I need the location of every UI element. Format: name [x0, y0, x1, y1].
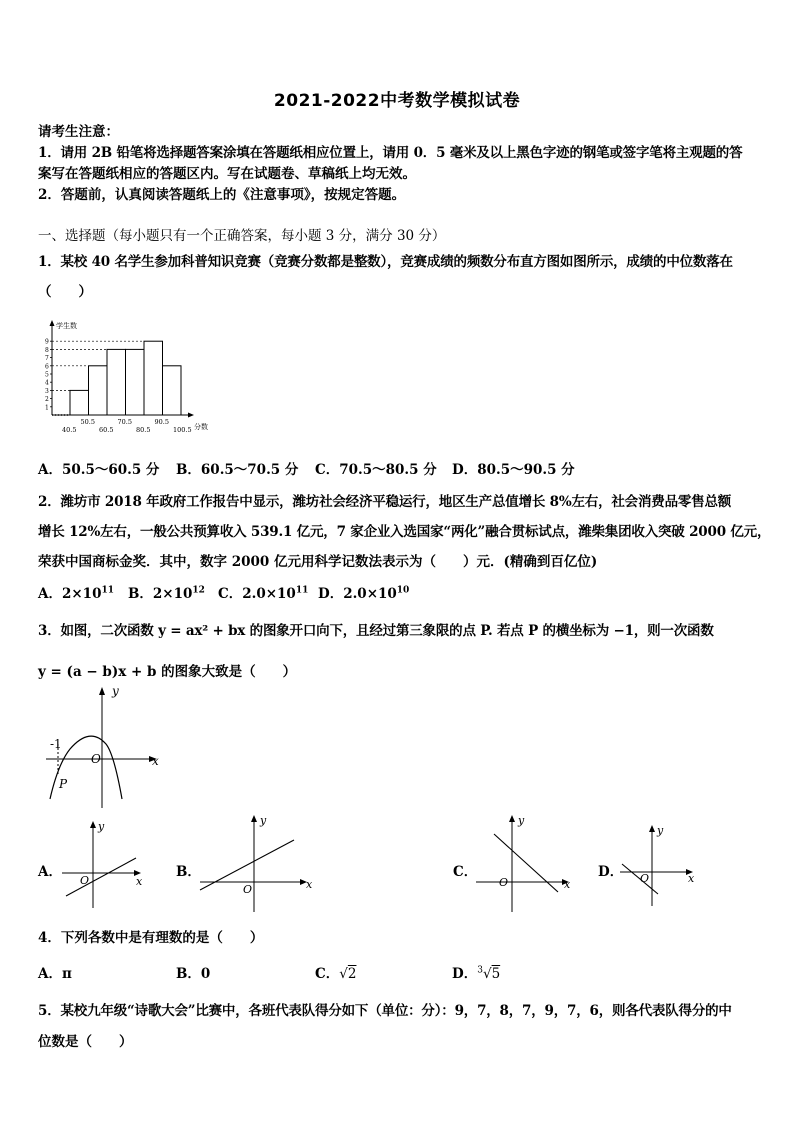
histogram-bar: [107, 349, 126, 415]
origin-label: O: [243, 883, 253, 896]
q1-option-a: A．50.5～60.5 分: [38, 462, 160, 478]
q3-option-c-label: C．: [453, 864, 478, 880]
y-tick-label: 5: [45, 371, 49, 379]
q1-option-b: B．60.5～70.5 分: [176, 462, 299, 478]
q1-paren: （ ）: [38, 284, 92, 300]
y-axis-label: 学生数: [56, 322, 77, 330]
notice-line-1a: 1．请用 2B 铅笔将选择题答案涂填在答题纸相应位置上，请用 0．5 毫米及以上黑色字迹的钢笔或签字笔将主观题的答: [38, 145, 743, 161]
x-axis-label: x: [152, 754, 159, 768]
x-axis-label: 分数: [194, 423, 208, 431]
histogram-bar: [144, 341, 163, 415]
y-label: y: [260, 814, 267, 827]
q4-option-c: C．√2: [315, 966, 357, 982]
q2-option-c: C．$2.0\times 10^{11}$: [218, 585, 309, 602]
histogram-bar: [126, 349, 145, 415]
notice-line-2: 2．答题前，认真阅读答题纸上的《注意事项》，按规定答题。: [38, 187, 406, 203]
q2-line-2: 增长 12%左右，一般公共预算收入 539.1 亿元，7 家企业入选国家“两化”融合贯标试点，潍柴集团收入突破 2000 亿元，: [38, 524, 771, 540]
y-label: y: [98, 820, 105, 833]
x-tick-label: 50.5: [80, 418, 95, 426]
q3-option-b-graph: [198, 812, 318, 912]
q3-line-1: 3．如图，二次函数 y = ax² + bx 的图象开口向下，且经过第三象限的点 P. 若点 P 的横坐标为 −1，则一次函数: [38, 623, 714, 639]
q4-option-a: A．π: [38, 966, 72, 982]
q3-option-a-graph: [60, 818, 150, 910]
histogram-bar: [70, 390, 89, 415]
q2-option-a: A．$2\times 10^{11}$: [38, 585, 114, 602]
q1-histogram: [40, 318, 210, 438]
q3-option-b-label: B．: [176, 864, 201, 880]
q3-option-c-graph: [474, 812, 584, 912]
y-tick-label: 7: [45, 355, 49, 363]
q5-line-2: 位数是（ ）: [38, 1034, 133, 1050]
y-axis-label: y: [112, 684, 119, 698]
arrow-icon: [90, 821, 96, 828]
y-label: y: [657, 824, 664, 837]
q4-text: 4．下列各数中是有理数的是（ ）: [38, 930, 264, 946]
y-tick-label: 1: [45, 404, 49, 412]
notice-line-1b: 案写在答题纸相应的答题区内。写在试题卷、草稿纸上均无效。: [38, 166, 416, 182]
y-axis-arrow: [99, 687, 105, 695]
y-tick-label: 2: [45, 396, 49, 404]
q1-option-d: D．80.5～90.5 分: [452, 462, 575, 478]
y-tick-label: 3: [45, 387, 49, 395]
q3-parabola-figure: [40, 684, 170, 810]
histogram-bar: [163, 366, 182, 415]
q2-option-b: B．$2\times 10^{12}$: [128, 585, 205, 602]
y-label: y: [518, 814, 525, 827]
histogram-bar: [89, 366, 108, 415]
q1-option-c: C．70.5～80.5 分: [315, 462, 437, 478]
origin-label: O: [80, 874, 90, 887]
x-tick-label: 60.5: [99, 426, 114, 434]
x-label: x: [688, 872, 695, 885]
origin-label: O: [640, 872, 650, 885]
page-title: 2021-2022中考数学模拟试卷: [273, 91, 521, 111]
q2-line-3: 荣获中国商标金奖．其中，数字 2000 亿元用科学记数法表示为（ ）元．(精确到百亿位): [38, 554, 598, 570]
x-tick-label: 80.5: [136, 426, 151, 434]
x-tick-label: 70.5: [117, 418, 132, 426]
q4-option-d: D．$^3$√5: [452, 965, 501, 982]
q3-option-d-label: D．: [598, 864, 624, 880]
origin-label: O: [499, 876, 509, 889]
arrow-icon: [509, 815, 515, 822]
x-tick-label: 90.5: [154, 418, 169, 426]
q3-option-d-graph: [618, 822, 708, 906]
y-axis-arrow-icon: [50, 320, 55, 326]
x-axis-arrow-icon: [188, 413, 194, 418]
y-tick-label: 4: [45, 379, 49, 387]
q3-option-a-label: A．: [38, 864, 62, 880]
q1-text: 1．某校 40 名学生参加科普知识竞赛（竞赛分数都是整数），竞赛成绩的频数分布直方图如图所示，成绩的中位数落在: [38, 254, 733, 270]
y-tick-label: 9: [45, 338, 49, 346]
x-label: x: [564, 878, 571, 891]
line-graph: [622, 864, 658, 894]
neg-one-label: -1: [50, 737, 62, 751]
arrow-icon: [649, 825, 655, 832]
x-label: x: [306, 878, 313, 891]
x-tick-label: 40.5: [62, 426, 77, 434]
q5-line-1: 5．某校九年级“诗歌大会”比赛中，各班代表队得分如下（单位：分）：9，7，8，7，9，7，6，则各代表队得分的中: [38, 1003, 732, 1019]
notice-heading: 请考生注意：: [38, 124, 119, 140]
q3-line-2: y = (a − b)x + b 的图象大致是（ ）: [38, 664, 297, 680]
arrow-icon: [251, 815, 257, 822]
q2-line-1: 2．潍坊市 2018 年政府工作报告中显示，潍坊社会经济平稳运行，地区生产总值增长 8%左右，社会消费品零售总额: [38, 494, 732, 510]
y-tick-label: 8: [45, 346, 49, 354]
section-heading: 一、选择题（每小题只有一个正确答案，每小题 3 分，满分 30 分）: [38, 228, 446, 244]
line-graph: [66, 858, 136, 896]
x-tick-label: 100.5: [173, 426, 192, 434]
point-p-label: P: [59, 777, 68, 791]
y-tick-label: 6: [45, 363, 49, 371]
x-label: x: [136, 875, 143, 888]
q4-option-b: B．0: [176, 966, 211, 982]
origin-label: O: [91, 752, 101, 766]
q2-option-d: D．$2.0\times 10^{10}$: [318, 585, 410, 602]
